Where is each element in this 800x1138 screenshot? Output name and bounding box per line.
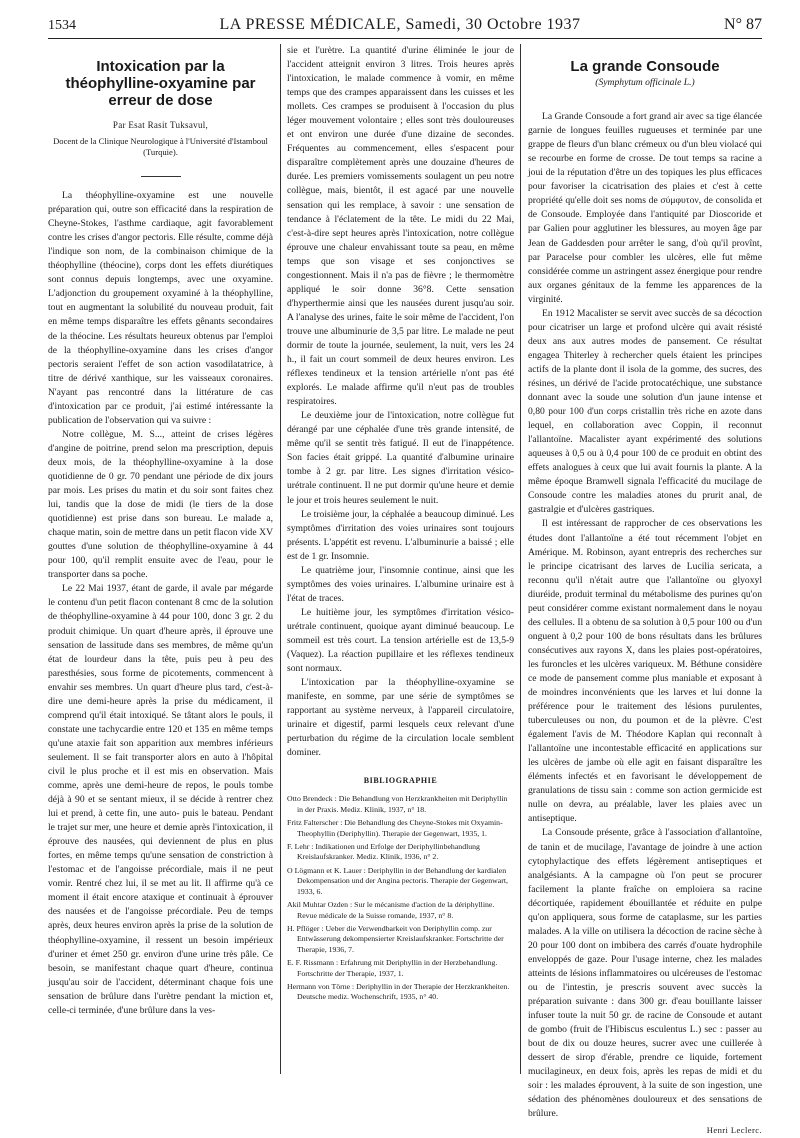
bibliography-entry: O Lögmann et K. Lauer : Deriphyllin in der Behandlung der kardialen Dekompensation und der Angina pectoris. Therapie der Gegenwart, 1933, 6. [287,865,508,896]
column-1 [48,44,273,1018]
paragraph: Le troisième jour, la céphalée a beaucoup diminué. Les symptômes d'irritation des voies urinaires sont toujours présents. L'appétit est revenu. L'albuminurie a baissé ; elle est de 1 gr. Insomnie. [287,508,514,562]
title-separator [141,176,181,177]
bibliography-entry: H. Pflöger : Ueber die Verwendbarkeit von Deriphyllin comp. zur Entwässerung dekompensierter Kreislaufskranker. Fortschritte der Therapie, 1936, 7. [287,923,504,954]
column-2 [287,44,514,1006]
issue-number: N° 87 [724,16,762,33]
article-byline: Par Esat Rasit Tuksavul, [112,120,209,130]
article-subtitle: (Symphytum officinale L.) [595,77,695,89]
paragraph: Le deuxième jour de l'intoxication, notre collègue fut dérangé par une céphalée d'une très grande intensité, de même qu'il se sentit très fatigué. Il eut de l'inappétence. Son facies était grippé. La quantité d'albumine urinaire tombe à 2 gr. par litre. Les signes d'irritation vésico-urétrale continuent. Il ne put dormir qu'une heure et demie le jour et trois heures seulement le nuit. [287,410,514,506]
bibliography-title: BIBLIOGRAPHIE [363,776,438,786]
bibliography-entry: Fritz Falterscher : Die Behandlung des Cheyne-Stokes mit Oxyamin-Theophyllin (Deriphyllin). Therapie der Gegenwart, 1935, 1. [287,818,503,838]
paragraph: Le huitième jour, les symptômes d'irritation vésico-urétrale continuent, quoique ayant diminué beaucoup. Le sommeil est très court. La tension artérielle est de 13,5-9 (Vaquez). La réaction pupillaire et les réflexes tendineux sont normaux. [287,606,514,675]
bibliography-entry: Otto Brendeck : Die Behandlung von Herzkrankheiten mit Deriphyllin in der Praxis. Mediz. Klinik, 1937, n° 18. [287,794,508,814]
column-rule-left [280,44,281,1074]
bibliography-entry: E. F. Rissmann : Erfahrung mit Deriphyllin in der Herzbehandlung. Fortschritte der Therapie, 1937, 1. [287,958,498,978]
column-3 [528,44,762,1138]
paragraph: L'intoxication par la théophylline-oxyamine se manifeste, en somme, par une série de symptômes se rapportant au système nerveux, à l'appareil circulatoire, urinaire et digestif, parmi lesquels ceux relevant d'une perturbation du régime de la circulation locale semblent dominer. [287,677,514,759]
paragraph: sie et l'urètre. La quantité d'urine éliminée le jour de l'accident atteignit environ 3 litres. Trois heures après l'intoxication, le malade commence à vomir, en même temps que des crampes apparaissent dans les cuisses et les mollets. Ces crampes se produisent à l'occasion du plus léger mouvement volontaire ; elles sont très douloureuses et ont environ une durée d'une dizaine de secondes. Fréquentes au commencement, elles s'espacent pour disparaître complètement après une douzaine d'heures de durée. Les premiers vomissements soulagent un peu notre collègue, mais, bientôt, il est agacé par une nouvelle sensation qui les remplace, à savoir : une sensation de tendance à l'éclatement de la tête. Le midi du 22 Mai, c'est-à-dire sept heures après l'intoxication, notre collègue éprouve une chaleur envahissant toute sa peau, en même temps que son visage et ses conjonctives se congestionnent. Mais il n'a pas de fièvre ; le thermomètre appliqué le soir donne 36°8. Cette sensation d'hyperthermie ainsi que les nausées durent jusqu'au soir. A l'analyse des urines, faite le soir même de l'accident, l'on trouve une albuminurie de 3,5 par litre. Le malade ne peut dormir de toute la journée, seulement, la nuit, vers les 24 h., il fait un court sommeil de deux heures environ. Les réflexes tendineux et la tension artérielle n'ont pas été explorés. Le malade affirme qu'il n'eut pas de troubles respiratoires. [287,45,514,408]
page-header [48,16,762,39]
bibliography-entry: Akil Muhtar Ozden : Sur le mécanisme d'action de la dériphylline. Revue médicale de la Suisse romande, 1937, n° 8. [287,900,495,920]
paragraph: En 1912 Macalister se servit avec succès de sa décoction pour cicatriser un large et profond ulcère qui avait résisté deux ans aux autres modes de pansement. Ce résultat engagea Thiterley à rechercher quels étaient les principes actifs de la plante dont il isola de la gomme, des sucres, des résines, un dérivé de l'acide protocatéchique, une substance donnant avec la soude une solution d'un jaune intense et 0,80 pour 100 d'un corps cristallin très riche en azote dans lequel, en collaboration avec Coppin, il reconnut l'allantoïne. Macalister ayant expérimenté des solutions aqueuses à 0,5 ou à 0,4 pour 100 de ce produit en obtint des effets analogues à ceux que lui avait fournis la plante. A la même époque Bramwell signala l'efficacité du mucilage de Consoude contre les maladies atones du prurit anal, de gastralgie et d'ulcères gastriques. [528,307,762,516]
bibliography-entry: Hermann von Törne : Deriphyllin in der Therapie der Herzkrankheiten. Deutsche mediz. Wochenschrift, 1935, n° 40. [287,981,510,1002]
article-affiliation: Docent de la Clinique Neurologique à l'Université d'Istamboul (Turquie). [53,136,268,158]
journal-title: LA PRESSE MÉDICALE, Samedi, 30 Octobre 1937 [219,16,581,33]
paragraph: La Consoude présente, grâce à l'association d'allantoïne, de tanin et de mucilage, l'avantage de joindre à une action cytophylactique des effets légèrement antiseptiques et analgésiants. A la campagne où l'on peut se procurer facilement la plante fraîche on emploiera sa racine décortiquée, rapidement ébouillantée et réduite en pulpe qu'on appliquera, sous forme de cataplasme, sur les parties malades. A la ville on utilisera la décoction de racine sèche à 20 pour 100 dont on imbibera des carrés d'ouate hydrophile enveloppés de gaze. Pour l'usage interne, chez les malades atteints de lésions inflammatoires ou ulcéreuses de l'estomac ou de l'intestin, je prescris souvent avec succès la préparation suivante : dans 300 gr. d'eau bouillante laisser infuser toute la nuit 50 gr. de racine de Consoude et autant de gombo (fruit de l'Hibiscus esculentus L.) sec : passer au bout de dix ou douze heures, sucrer avec une cuillerée à dessert de sirop d'érable, prendre ce liquide, fortement mucilagineux, en deux fois, après les repas de midi et du soir : les malades éprouvent, à la suite de son ingestion, une sédation des phénomènes douloureux et des sensations de brûlure. [528,827,762,1120]
paragraph: Le quatrième jour, l'insomnie continue, ainsi que les symptômes des voies urinaires. L'albumine urinaire est à l'état de traces. [287,564,514,604]
column-rule-right [520,44,521,1074]
paragraph: Notre collègue, M. S..., atteint de crises légères d'angine de poitrine, prend selon ma prescription, depuis deux mois, de la théophylline-oxyamine à la dose quotidienne de 0 gr. 70 pendant une période de dix jours par mois. Les prises du matin et du soir sont faites chez lui, tandis que la dose de midi (le tiers de la dose quotidienne) est prise dans son bureau. Le malade a, chaque matin, soin de mettre dans un petit flacon vide XV gouttes d'une solution de théophylline-oxyamine à 44 pour 100, qu'il remplit ensuite avec de l'eau, pour le transporter dans sa poche. [48,428,273,581]
article-title: La grande Consoude [570,58,720,75]
page-number: 1534 [48,18,76,33]
article-title: Intoxication par la théophylline-oxyamine par erreur de dose [65,58,256,109]
paragraph: La théophylline-oxyamine est une nouvelle préparation qui, outre son efficacité dans la respiration de Cheyne-Stokes, l'asthme cardiaque, agit favorablement contre les crises d'angor pectoris. Elle résulte, comme déjà l'indique son nom, de la combinaison chimique de la théophylline (théocine), corps dont les effets diurétiques sont connus depuis longtemps, avec une oxyamine. L'adjonction du groupement oxyaminé à la théophylline, tout en augmentant la solubilité du nouveau produit, fait en même temps disparaître les effets gênants secondaires de la théocine. Les résultats heureux obtenus par l'emploi de la théophylline-oxyamine dans les crises d'angor pectoris seraient l'effet de son action vasodilatatrice, à titre de dérivé xanthique, sur les vaisseaux coronaires. N'ayant pas rencontré dans la littérature de cas d'intoxication par ce produit, j'ai estimé intéressante la publication de l'observation qui va suivre : [48,190,273,426]
bibliography-entry: F. Lehr : Indikationen und Erfolge der Deriphyllinbehandlung Kreislaufskranker. Mediz. Klinik, 1936, n° 2. [287,842,480,862]
paragraph: La Grande Consoude a fort grand air avec sa tige élancée garnie de longues feuilles rugueuses et terminée par une grappe de fleurs d'un blanc crémeux ou d'un bleu violacé qui se recourbe en forme de crosse. De tout temps sa racine a joui de la réputation d'être un des topiques les plus efficaces pour favoriser la cicatrisation des plaies et c'est à cette propriété qu'elle doit ses noms de σύμφυτον, de consolida et de Consoude. Employée dans l'antiquité par Dioscoride et par Galien pour agglutiner les blessures, au moyen âge par Jean de Gaddesden pour arrêter le sang, d'où qu'il provînt, par Paracelse pour combler les ulcères, elle fut même considérée comme un astringent assez énergique pour rendre aux organes génitaux de la femme les apparences de la virginité. [528,111,762,305]
paragraph: Il est intéressant de rapprocher de ces observations les études dont l'allantoïne a été tout récemment l'objet en Amérique. M. Robinson, ayant entrepris des recherches sur le principe cicatrisant des larves de Lucilia sericata, a reconnu qu'il n'était autre que l'allantoïne ou glyoxyl diuréide, produit terminal du métabolisme des purines qu'on peut considérer comme existant normalement dans le noyau des cellules. Il a obtenu de sa solution à 0,5 pour 100 ou d'un onguent à 0,2 pour 100 de bons résultats dans les brûlures consécutives aux rayons X, dans les plaies post-opératoires, les furoncles et les ulcères variqueux. M. Béthune considère ce mode de pansement comme plus maniable et exposant à de moindres inconvénients que les larves et lui donne la préférence pour le traitement des lésions purulentes, tuberculeuses ou non, du poumon et de la plèvre. C'est également l'avis de M. Théodore Kaplan qui reconnaît à l'allantoïne une incontestable efficacité en applications sur les ulcères de jambe où elle agit en faisant disparaître les éléments infectés et en favorisant le développement de granulations de tissu sain : comme son action germicide est nulle on devra, au préalable, laver les plaies avec un antiseptique. [528,518,762,825]
author-signature: Henri Leclerc. [706,1125,762,1136]
paragraph: Le 22 Mai 1937, étant de garde, il avale par mégarde le contenu d'un petit flacon contenant 8 cmc de la solution de théophylline-oxyamine à 44 pour 100, donc 3 gr. 2 du produit chimique. Un quart d'heure après, il éprouve une sensation de lassitude dans ses membres, de même qu'un état de lourdeur dans la tête, puis peu à peu des paresthésies, sous forme de picotements, commencent à envahir ses membres. Un quart d'heure plus tard, c'est-à-dire une demi-heure après la prise du médicament, il comprend qu'il était intoxiqué. Se tâtant alors le pouls, il constate une tachycardie entre 120 et 135 en même temps qu'une ataxie fait son apparition aux membres inférieurs seulement. Il se fait transporter alors en auto à l'hôpital civil le plus proche et il est mis en observation. Mais comme, après une demi-heure de repos, le pouls tombe déjà à 90 et se sentant mieux, il se décide à rentrer chez lui et prend, à cette fin, une auto- puis le bateau. Pendant le trajet sur mer, une heure et demie après l'intoxication, il éprouve des nausées, qui deviennent de plus en plus fortes, en même temps qu'une sensation de constriction à l'estomac et de l'angoisse précordiale, mais il ne peut vomir. Rentré chez lui, il se met au lit. Il affirme qu'à ce moment il était encore ataxique et continuait à éprouver des nausées et de l'angoisse précordiale. Peu de temps après, deux heures environ après la prise de la solution de théophylline-oxyamine, il ressent un besoin impérieux d'uriner et émet 250 gr. environ d'une urine très pâle. Ce besoin, se manifestant chaque quart d'heure, continua jusqu'au soir de l'accident, déterminant chaque fois une sensation de brûlure dans l'urètre pendant la miction et, celle-ci terminée, d'une brûlure dans la ves- [48,583,273,1016]
